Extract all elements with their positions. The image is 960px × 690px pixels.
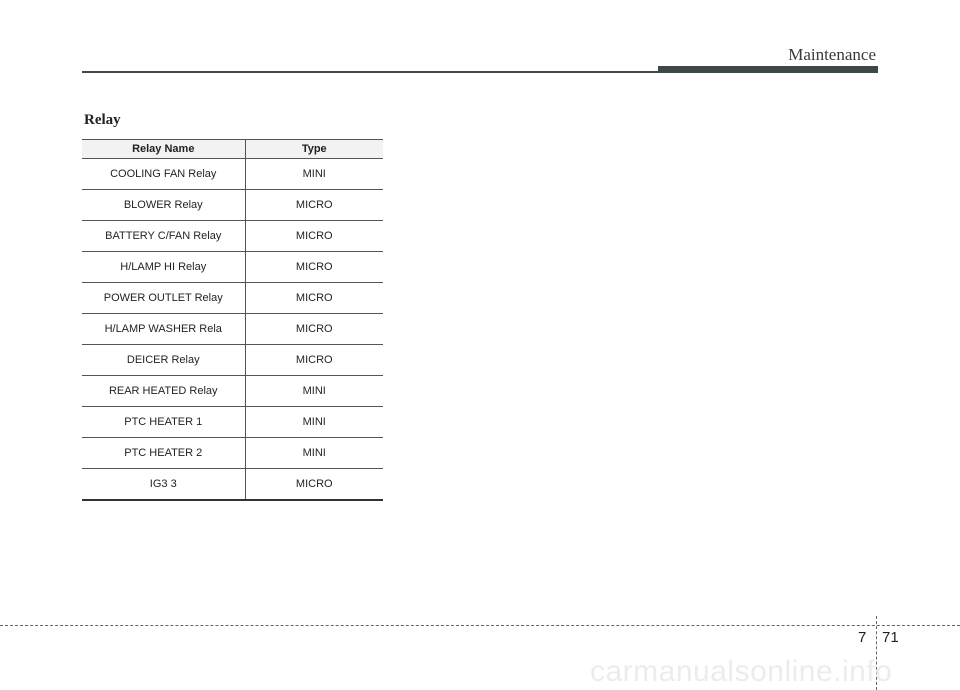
table-row — [82, 376, 383, 407]
relay-type-cell: MINI — [245, 407, 383, 438]
relay-name-cell: COOLING FAN Relay — [82, 159, 245, 190]
relay-name-cell: POWER OUTLET Relay — [82, 283, 245, 314]
relay-type-cell: MICRO — [245, 283, 383, 314]
table-row — [82, 314, 383, 345]
header-rule-thick — [658, 66, 878, 73]
relay-table — [82, 139, 383, 501]
relay-type-cell: MICRO — [245, 345, 383, 376]
table-row — [82, 345, 383, 376]
relay-name-cell: DEICER Relay — [82, 345, 245, 376]
relay-name-cell: IG3 3 — [82, 469, 245, 501]
relay-name-cell: PTC HEATER 2 — [82, 438, 245, 469]
relay-name-cell: H/LAMP WASHER Rela — [82, 314, 245, 345]
relay-type-cell: MINI — [245, 376, 383, 407]
relay-type-cell: MICRO — [245, 252, 383, 283]
column-header-relay-name: Relay Name — [82, 140, 245, 159]
relay-name-cell: REAR HEATED Relay — [82, 376, 245, 407]
relay-name-cell: PTC HEATER 1 — [82, 407, 245, 438]
relay-type-cell: MICRO — [245, 469, 383, 501]
relay-type-cell: MINI — [245, 438, 383, 469]
relay-type-cell: MICRO — [245, 190, 383, 221]
table-row — [82, 438, 383, 469]
chapter-number: 7 — [858, 629, 867, 646]
relay-name-cell: H/LAMP HI Relay — [82, 252, 245, 283]
table-row — [82, 221, 383, 252]
relay-type-cell: MINI — [245, 159, 383, 190]
table-row — [82, 283, 383, 314]
column-header-type: Type — [245, 140, 383, 159]
relay-type-cell: MICRO — [245, 221, 383, 252]
header-title: Maintenance — [788, 45, 876, 64]
watermark: carmanualsonline.info — [590, 655, 893, 688]
section-title: Relay — [84, 112, 121, 128]
table-header-row — [82, 140, 383, 159]
table-row — [82, 190, 383, 221]
table-row — [82, 159, 383, 190]
relay-name-cell: BLOWER Relay — [82, 190, 245, 221]
relay-name-cell: BATTERY C/FAN Relay — [82, 221, 245, 252]
table-row — [82, 252, 383, 283]
relay-type-cell: MICRO — [245, 314, 383, 345]
footer-dashed-rule — [0, 625, 960, 626]
header-rule-thin — [82, 71, 660, 73]
table-row — [82, 469, 383, 501]
table-row — [82, 407, 383, 438]
page-number: 71 — [882, 629, 899, 646]
